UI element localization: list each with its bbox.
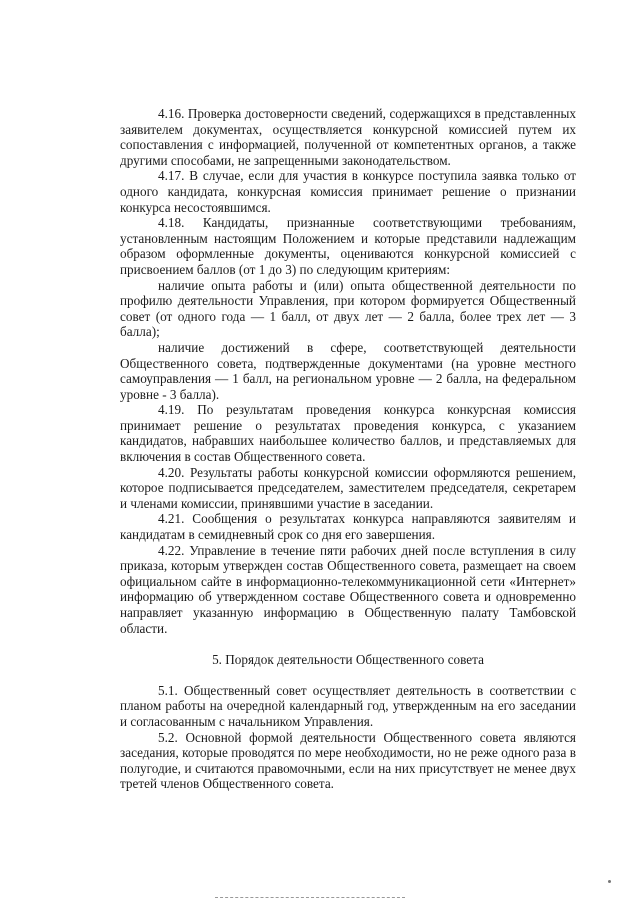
scan-artifact-line: [215, 897, 405, 898]
paragraph-4-21: 4.21. Сообщения о результатах конкурса направляются заявителям и кандидатам в семидневный срок со дня его завершения.: [120, 511, 576, 543]
scan-artifact-dot: [608, 880, 611, 883]
paragraph-4-20: 4.20. Результаты работы конкурсной комиссии оформляются решением, которое подписывается председателем, заместителем председателя, секретарем и членами комиссии, принявшими участие в заседании.: [120, 464, 576, 511]
paragraph-4-19: 4.19. По результатам проведения конкурса конкурсная комиссия принимает решение о результатах проведения конкурса, с указанием кандидатов, набравших наибольшее количество баллов, и представляемых для включения в состав Общественного совета.: [120, 402, 576, 465]
paragraph-4-17: 4.17. В случае, если для участия в конкурсе поступила заявка только от одного кандидата, конкурсная комиссия принимает решение о признании конкурса несостоявшимся.: [120, 168, 576, 215]
criterion-experience: наличие опыта работы и (или) опыта общественной деятельности по профилю деятельности Управления, при котором формируется Общественный совет (от одного года — 1 балл, от двух лет — 2 балла, более трех лет — 3 балла);: [120, 277, 576, 340]
paragraph-5-1: 5.1. Общественный совет осуществляет деятельность в соответствии с планом работы на очередной календарный год, утвержденным на его заседании и согласованным с начальником Управления.: [120, 682, 576, 729]
paragraph-4-22: 4.22. Управление в течение пяти рабочих дней после вступления в силу приказа, которым утвержден состав Общественного совета, размещает на своем официальном сайте в информационно-телекоммуникационной сети «Интернет» информацию об утвержденном составе Общественного совета и одновременно направляет указанную информацию в Общественную палату Тамбовской области.: [120, 542, 576, 636]
paragraph-5-2: 5.2. Основной формой деятельности Общественного совета являются заседания, которые проводятся по мере необходимости, но не реже одного раза в полугодие, и считаются правомочными, если на них присутствует не менее двух третей членов Общественного совета.: [120, 729, 576, 792]
paragraph-4-16: 4.16. Проверка достоверности сведений, содержащихся в представленных заявителем документах, осуществляется конкурсной комиссией путем их сопоставления с информацией, полученной от компетентных органов, а также другими способами, не запрещенными законодательством.: [120, 106, 576, 168]
page-body: [120, 106, 576, 792]
paragraph-4-18: 4.18. Кандидаты, признанные соответствующими требованиям, установленным настоящим Положением и которые представили надлежащим образом оформленные документы, оцениваются конкурсной комиссией с присвоением баллов (от 1 до 3) по следующим критериям:: [120, 215, 576, 277]
criterion-achievements: наличие достижений в сфере, соответствующей деятельности Общественного совета, подтвержденные документами (на уровне местного самоуправления — 1 балл, на региональном уровне — 2 балла, на федеральном уровне - 3 балла).: [120, 339, 576, 402]
section-heading: 5. Порядок деятельности Общественного совета: [212, 652, 484, 668]
